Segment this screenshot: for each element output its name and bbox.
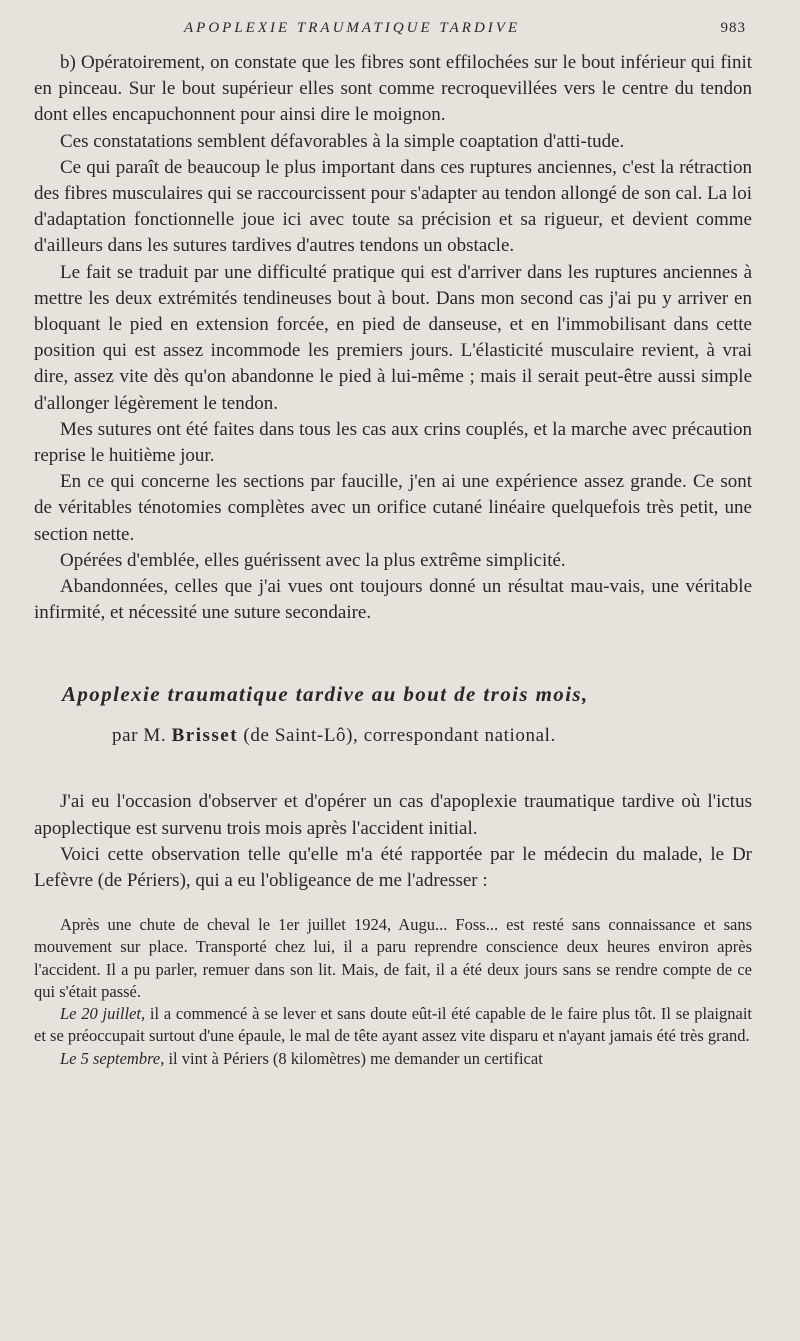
article-body xyxy=(34,789,752,894)
paragraph: Opérées d'emblée, elles guérissent avec la plus extrême simplicité. xyxy=(60,549,566,571)
paragraph: Abandonnées, celles que j'ai vues ont toujours donné un résultat mau-vais, une véritable infirmité, et nécessité une suture secondaire. xyxy=(34,576,752,624)
quote-text: il a commencé à se lever et sans doute eût-il été capable de le faire plus tôt. Il se plaignait et se préoccupait surtout d'une épaule, le mal de tête ayant assez vite disparu et n'ayant jamais été très grand. xyxy=(34,1004,753,1046)
page-number: 983 xyxy=(720,20,746,36)
quote-date: Le 5 septembre, xyxy=(60,1048,165,1068)
quote-paragraph xyxy=(34,1003,752,1047)
quote-paragraph xyxy=(34,1048,752,1070)
paragraph: b) Opératoirement, on constate que les fibres sont effilochées sur le bout inférieur qui finit en pinceau. Sur le bout supérieur elles sont comme recroquevillées vers le centre du tendon dont elles encapuchonnent pour ainsi dire le moignon. xyxy=(34,52,752,126)
article-title: Apoplexie traumatique tardive au bout de trois mois, xyxy=(62,682,589,707)
paragraph: Ce qui paraît de beaucoup le plus important dans ces ruptures anciennes, c'est la rétraction des fibres musculaires qui se raccourcissent pour s'adapter au tendon allongé de son cal. La loi d'adaptation fonctionnelle joue ici avec toute sa précision et sa rigueur, et devient comme d'ailleurs dans les sutures tardives d'autres tendons un obstacle. xyxy=(34,156,752,257)
paragraph: Ces constatations semblent défavorables à la simple coaptation d'atti-tude. xyxy=(60,130,625,152)
quote-date: Le 20 juillet, xyxy=(60,1004,146,1024)
quote-paragraph: Après une chute de cheval le 1er juillet 1924, Augu... Foss... est resté sans connaissance et sans mouvement sur place. Transporté chez lui, il a paru reprendre conscience deux heures environ après l'accident. Il a pu parler, remuer dans son lit. Mais, de fait, il a été deux jours sans se rendre compte de ce qui s'était passé. xyxy=(34,915,752,1001)
byline xyxy=(112,725,752,747)
byline-suffix: (de Saint-Lô), correspondant national. xyxy=(243,725,556,747)
paragraph: J'ai eu l'occasion d'observer et d'opérer un cas d'apoplexie traumatique tardive où l'ictus apoplectique est survenu trois mois après l'accident initial. xyxy=(34,791,752,839)
running-title: APOPLEXIE TRAUMATIQUE TARDIVE xyxy=(184,20,521,36)
paragraph: En ce qui concerne les sections par faucille, j'en ai une expérience assez grande. Ce sont de véritables ténotomies complètes avec un orifice cutané linéaire quelquefois très petit, une section nette. xyxy=(34,471,752,545)
byline-prefix: par M. xyxy=(112,725,167,747)
paragraph: Voici cette observation telle qu'elle m'a été rapportée par le médecin du malade, le Dr Lefèvre (de Périers), qui a eu l'obligeance de me l'adresser : xyxy=(34,843,752,892)
paragraph: Le fait se traduit par une difficulté pratique qui est d'arriver dans les ruptures anciennes à mettre les deux extrémités tendineuses bout à bout. Dans mon second cas j'ai pu y arriver en bloquant le pied en extension forcée, en pied de danseuse, et en l'immobilisant dans cette position qui est assez incommode les premiers jours. L'élasticité musculaire revient, à vrai dire, assez vite dès qu'on abandonne le pied à lui-même ; mais il serait peut-être aussi simple d'allonger légèrement le tendon. xyxy=(34,261,752,414)
quote-text: il vint à Périers (8 kilomètres) me demander un certificat xyxy=(168,1048,543,1068)
running-header xyxy=(34,18,752,48)
previous-article-body xyxy=(34,50,752,626)
observation-quote xyxy=(34,914,752,1069)
byline-author: Brisset xyxy=(171,725,239,747)
paragraph: Mes sutures ont été faites dans tous les cas aux crins couplés, et la marche avec précaution reprise le huitième jour. xyxy=(34,418,752,467)
